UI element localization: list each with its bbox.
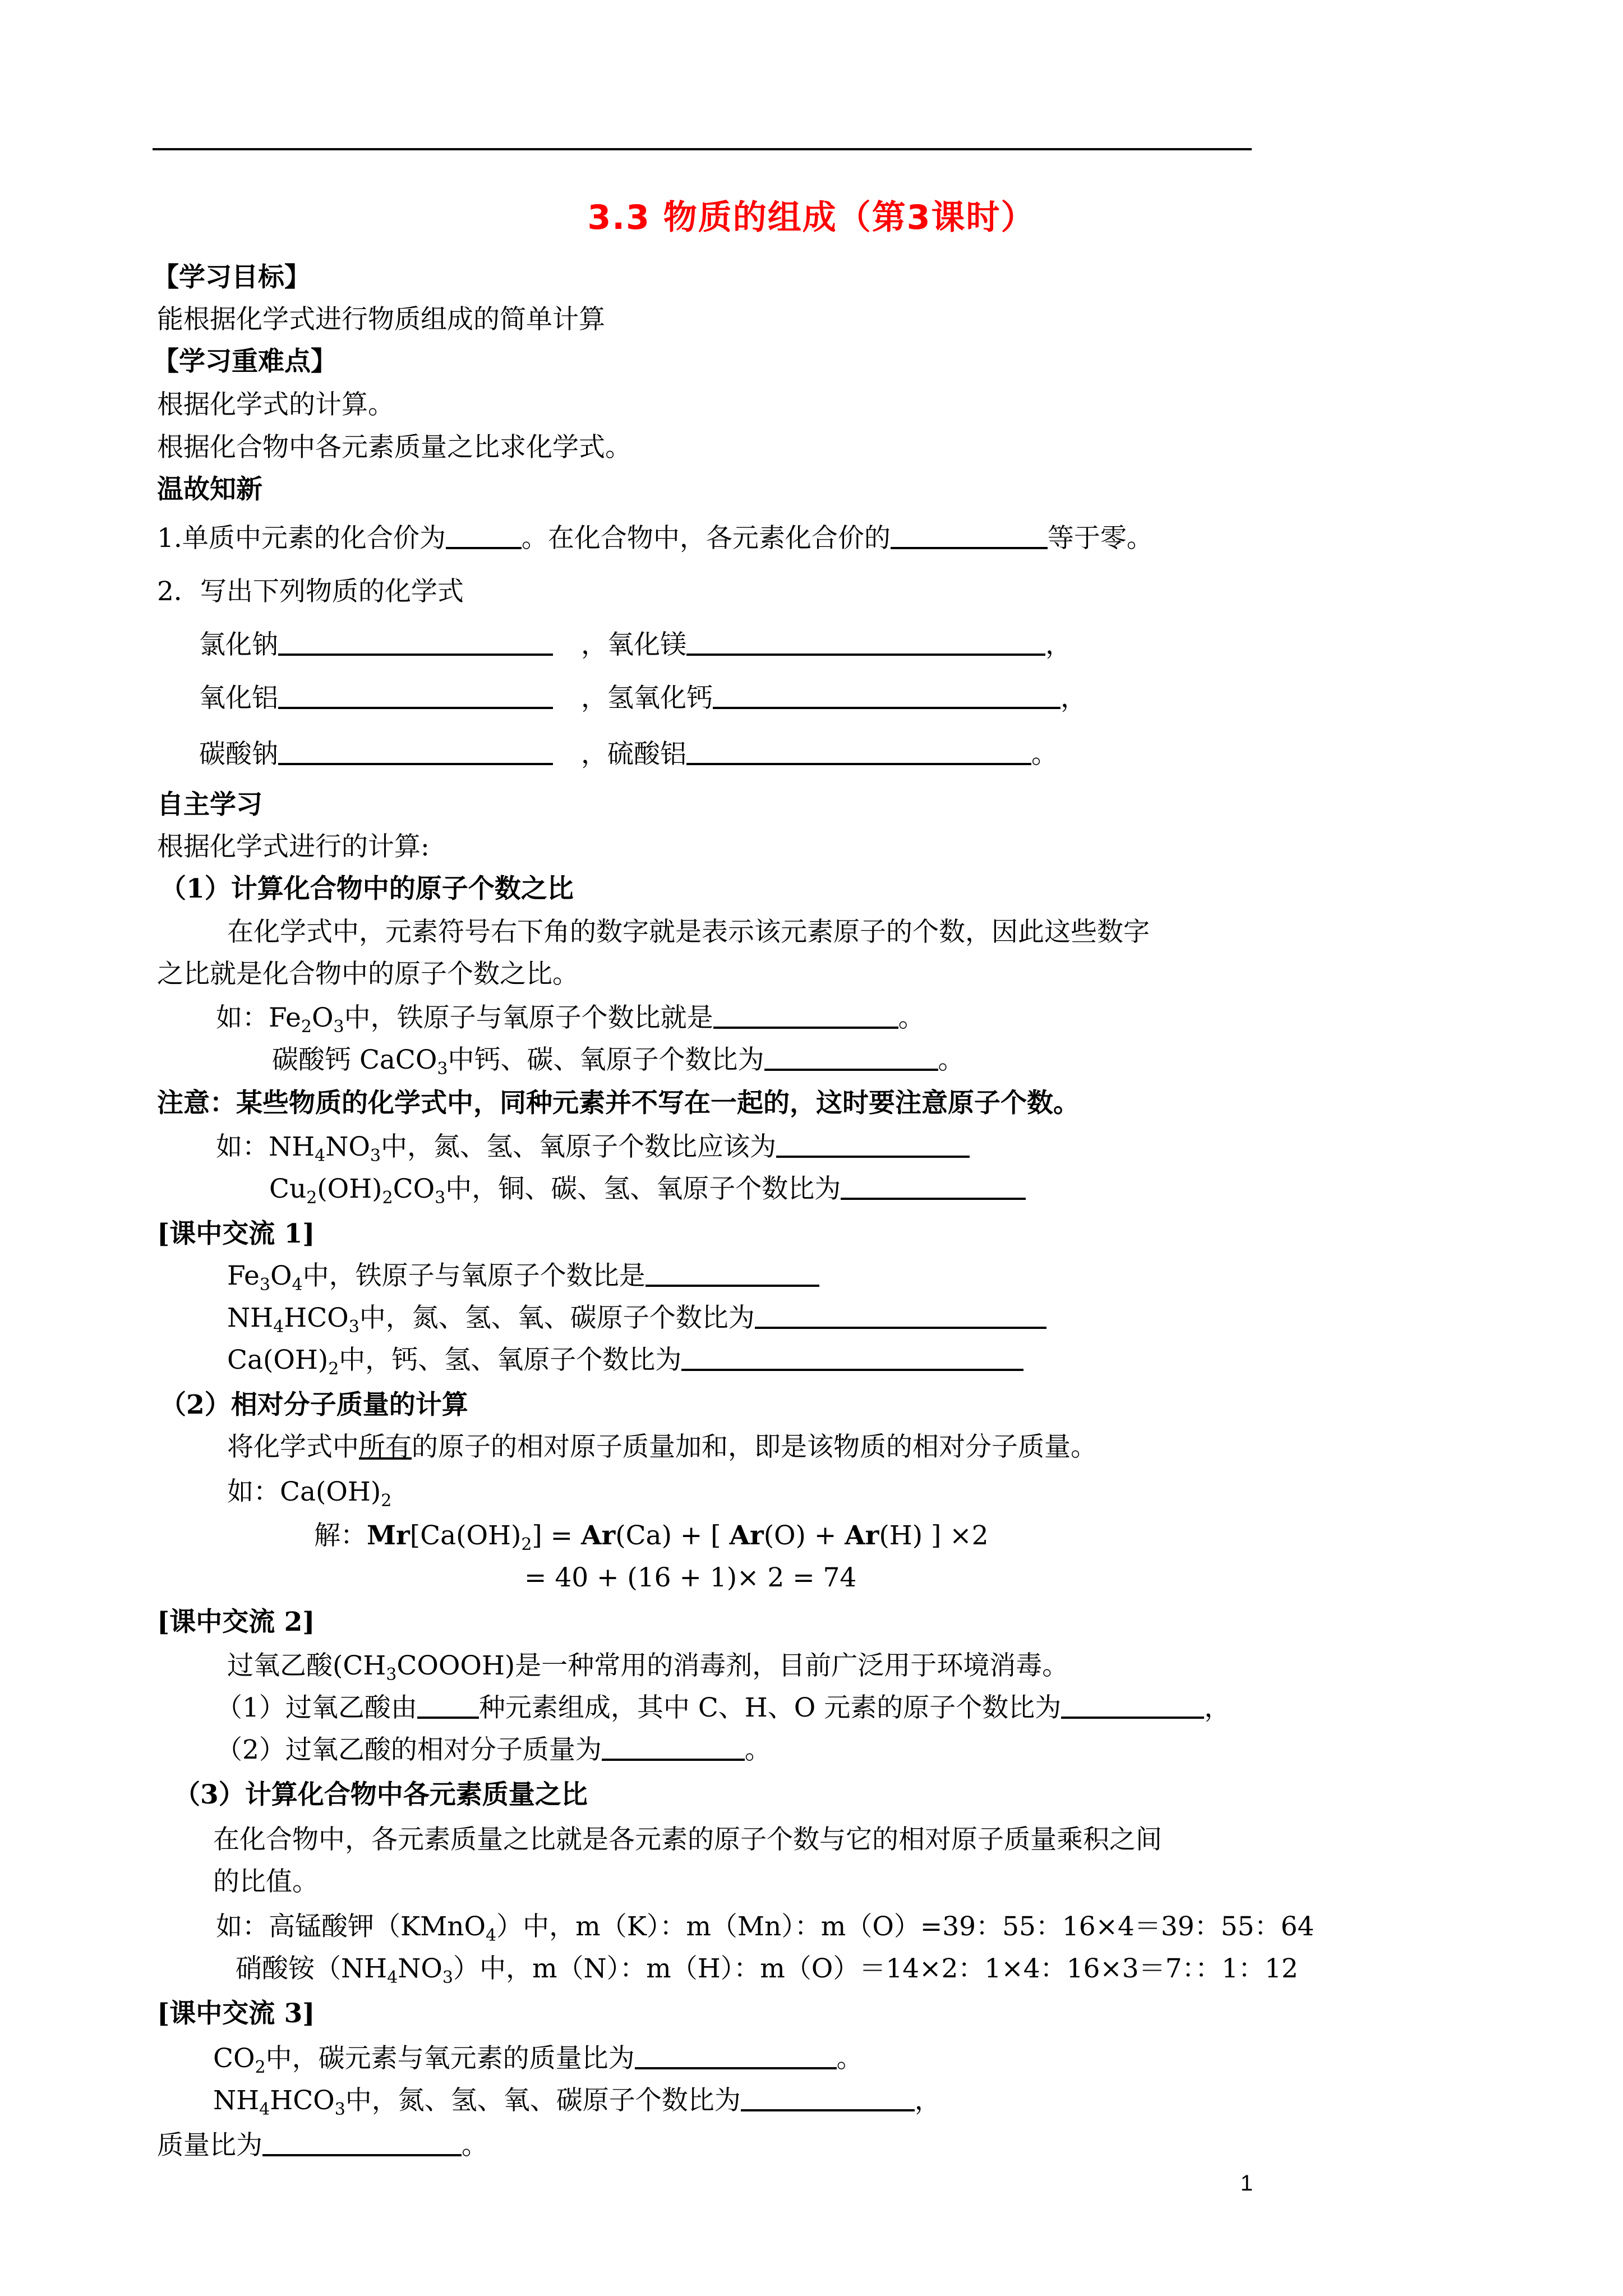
answer-blank[interactable] [686,631,1045,656]
example-line [269,1172,1026,1215]
text: （1）过氧乙酸由 [216,1692,417,1723]
separator: ， [581,683,607,714]
goals-heading: 【学习目标】 [153,262,311,293]
separator: 。 [1031,739,1058,770]
text: (O) + [763,1520,845,1551]
text: （2）过氧乙酸的相对分子质量为 [216,1734,602,1765]
exchange3-line [213,2042,863,2085]
subscript: 4 [387,1968,398,1987]
exchange2-question [216,1691,1230,1725]
review-q1-text: 等于零。 [1047,523,1153,554]
compound-name: 硫酸铝 [607,739,686,770]
self-study-intro: 根据化学式进行的计算: [157,831,430,862]
text: 。 [938,1045,965,1075]
answer-blank[interactable] [262,2132,462,2156]
formula-row [199,628,1072,662]
exchange2-heading: [课中交流 2] [157,1607,315,1637]
text: 如：Fe [216,1002,301,1033]
exchange1-line [227,1259,819,1302]
text: 质量比为 [157,2130,262,2161]
subscript: 3 [435,1188,446,1208]
subscript: 2 [382,1188,393,1208]
text: ， [1204,1692,1231,1723]
formula-row [199,682,1087,715]
section1-paragraph: 之比就是化合物中的原子个数之比。 [157,959,579,990]
text: NO [398,1953,442,1984]
text: ] = [532,1520,582,1551]
compound-name: 氧化铝 [199,683,278,714]
text: CO [393,1174,435,1204]
text: ）中，m（N）：m（H）：m（O）＝14×2：1×4：16×3＝7：：1：12 [453,1953,1298,1984]
separator: ， [1045,629,1072,660]
text: 。 [462,2130,488,2161]
text: 中，钙、氢、氧原子个数比为 [339,1345,682,1375]
subscript: 2 [255,2058,266,2077]
example-line [216,1130,970,1173]
formula-row [199,738,1058,771]
separator: ， [581,629,607,660]
exchange1-heading: [课中交流 1] [157,1218,315,1249]
compound-name: 氢氧化钙 [607,683,713,714]
answer-blank[interactable] [278,740,553,765]
section2-heading: （2）相对分子质量的计算 [160,1389,468,1420]
subscript: 4 [315,1146,326,1166]
text: HCO [284,1303,349,1333]
text: Cu [269,1174,307,1204]
subscript: 2 [301,1017,312,1037]
text: Mr [367,1520,410,1551]
text: HCO [270,2085,335,2116]
example-line [216,1001,925,1044]
answer-blank[interactable] [278,631,553,656]
text: Fe [227,1260,260,1291]
answer-blank[interactable] [1061,1694,1204,1719]
text: 解： [314,1520,367,1551]
example-line [272,1043,965,1086]
text: 的原子的相对原子质量加和，即是该物质的相对分子质量。 [412,1432,1097,1462]
underlined-text: 所有 [359,1432,412,1462]
exchange1-line [227,1343,1023,1386]
subscript: 3 [259,1275,270,1295]
solution-line: = 40 + (16 + 1)× 2 = 74 [524,1562,857,1593]
review-heading: 温故知新 [157,474,262,505]
text: 中，铜、碳、氢、氧原子个数比为 [445,1174,841,1204]
page-number: 1 [1240,2171,1253,2196]
answer-blank[interactable] [755,1304,1046,1329]
answer-blank[interactable] [891,524,1048,549]
text: 如：NH [216,1131,315,1162]
page-title: 3.3 物质的组成（第3课时） [587,198,1036,237]
section3-heading: （3）计算化合物中各元素质量之比 [174,1779,588,1810]
text: 中，碳元素与氧元素的质量比为 [265,2043,635,2074]
compound-name: 氯化钠 [199,629,278,660]
answer-blank[interactable] [278,684,553,709]
separator: ， [1061,683,1087,714]
review-q1-text: 1.单质中元素的化合价为 [157,523,446,554]
answer-blank[interactable] [686,740,1031,765]
subscript: 3 [437,1059,448,1079]
key-points-heading: 【学习重难点】 [153,346,337,377]
section2-paragraph [227,1430,1097,1464]
section3-example [216,1910,1314,1953]
subscript: 2 [328,1359,339,1379]
section1-heading: （1）计算化合物中的原子个数之比 [160,873,574,904]
subscript: 3 [370,1146,381,1166]
answer-blank[interactable] [713,1004,898,1029]
text: NH [213,2085,260,2116]
subscript: 4 [273,1317,284,1337]
answer-blank[interactable] [776,1133,970,1158]
text: 中，铁原子与氧原子个数比就是 [344,1002,713,1033]
text: ）中，m（K）：m（Mn）：m（O）=39：55：16×4＝39：55：64 [496,1911,1315,1942]
subscript: 3 [386,1665,397,1685]
solution-line [314,1519,989,1562]
goals-text: 能根据化学式进行物质组成的简单计算 [157,304,605,335]
subscript: 3 [334,2100,345,2119]
text: 中，氮、氢、氧、碳原子个数比为 [359,1303,755,1333]
answer-blank[interactable] [417,1694,479,1719]
subscript: 2 [521,1535,532,1554]
answer-blank[interactable] [841,1175,1026,1200]
exchange3-heading: [课中交流 3] [157,1998,315,2029]
text: 中钙、碳、氧原子个数比为 [448,1045,764,1075]
note-text: 注意：某些物质的化学式中，同种元素并不写在一起的，这时要注意原子个数。 [157,1088,1080,1119]
text: 中，氮、氢、氧原子个数比应该为 [380,1131,776,1162]
key-point-item: 根据化学式的计算。 [157,389,394,420]
text: O [311,1002,334,1033]
text: 中，铁原子与氧原子个数比是 [302,1260,645,1291]
exchange2-paragraph [227,1649,1068,1692]
text: 。 [744,1734,771,1765]
text: COOOH)是一种常用的消毒剂，目前广泛用于环境消毒。 [396,1650,1069,1681]
text: 如：高锰酸钾（KMnO [216,1911,486,1942]
text: 将化学式中 [227,1432,359,1462]
text: O [270,1260,292,1291]
header-rule [153,148,1252,150]
text: Ar [729,1520,764,1551]
text: 如：Ca(OH) [227,1476,381,1507]
subscript: 2 [306,1188,317,1208]
subscript: 3 [442,1968,453,1987]
review-q1 [157,522,1153,555]
text: 过氧乙酸(CH [227,1650,386,1681]
text: [Ca(OH) [409,1520,522,1551]
answer-blank[interactable] [741,2087,915,2111]
review-q1-text: 。在化合物中，各元素化合价的 [521,523,891,554]
review-q2: 2．写出下列物质的化学式 [157,576,464,607]
text: 种元素组成，其中 C、H、O 元素的原子个数比为 [478,1692,1062,1723]
answer-blank[interactable] [635,2045,837,2069]
subscript: 4 [292,1275,303,1295]
section3-example [236,1952,1298,1995]
text: Ar [845,1520,879,1551]
section3-paragraph: 在化合物中，各元素质量之比就是各元素的原子个数与它的相对原子质量乘积之间 [213,1824,1162,1855]
section3-paragraph: 的比值。 [213,1866,319,1897]
text: 中，氮、氢、氧、碳原子个数比为 [345,2085,741,2116]
answer-blank[interactable] [764,1046,938,1071]
text: Ar [581,1520,616,1551]
compound-name: 碳酸钠 [199,739,278,770]
text: NH [227,1303,274,1333]
answer-blank[interactable] [602,1736,745,1761]
compound-name: 氧化镁 [607,629,686,660]
exchange2-question [216,1733,771,1767]
key-point-item: 根据化合物中各元素质量之比求化学式。 [157,432,631,463]
section1-paragraph: 在化学式中，元素符号右下角的数字就是表示该元素原子的个数，因此这些数字 [227,917,1150,947]
text: 。 [898,1002,925,1033]
text: Ca(OH) [227,1345,329,1375]
answer-blank[interactable] [645,1262,819,1287]
exchange3-line [157,2129,488,2162]
answer-blank[interactable] [446,524,522,549]
separator: ， [581,739,607,770]
answer-blank[interactable] [681,1346,1023,1371]
text: (Ca) + [ [615,1520,730,1551]
text: (H) ] ×2 [879,1520,989,1551]
subscript: 3 [333,1017,344,1037]
exchange3-line [213,2084,941,2127]
answer-blank[interactable] [713,684,1061,709]
text: 。 [836,2043,863,2074]
subscript: 4 [259,2100,270,2119]
subscript: 2 [381,1491,392,1511]
self-study-heading: 自主学习 [157,789,262,820]
text: 硝酸铵（NH [236,1953,388,1984]
text: ， [914,2085,941,2116]
subscript: 4 [486,1926,497,1945]
subscript: 3 [348,1317,359,1337]
exchange1-line [227,1301,1046,1344]
section2-example [227,1475,391,1518]
text: (OH) [317,1174,382,1204]
text: 碳酸钙 CaCO [272,1045,437,1075]
text: CO [213,2043,255,2074]
text: NO [325,1131,370,1162]
